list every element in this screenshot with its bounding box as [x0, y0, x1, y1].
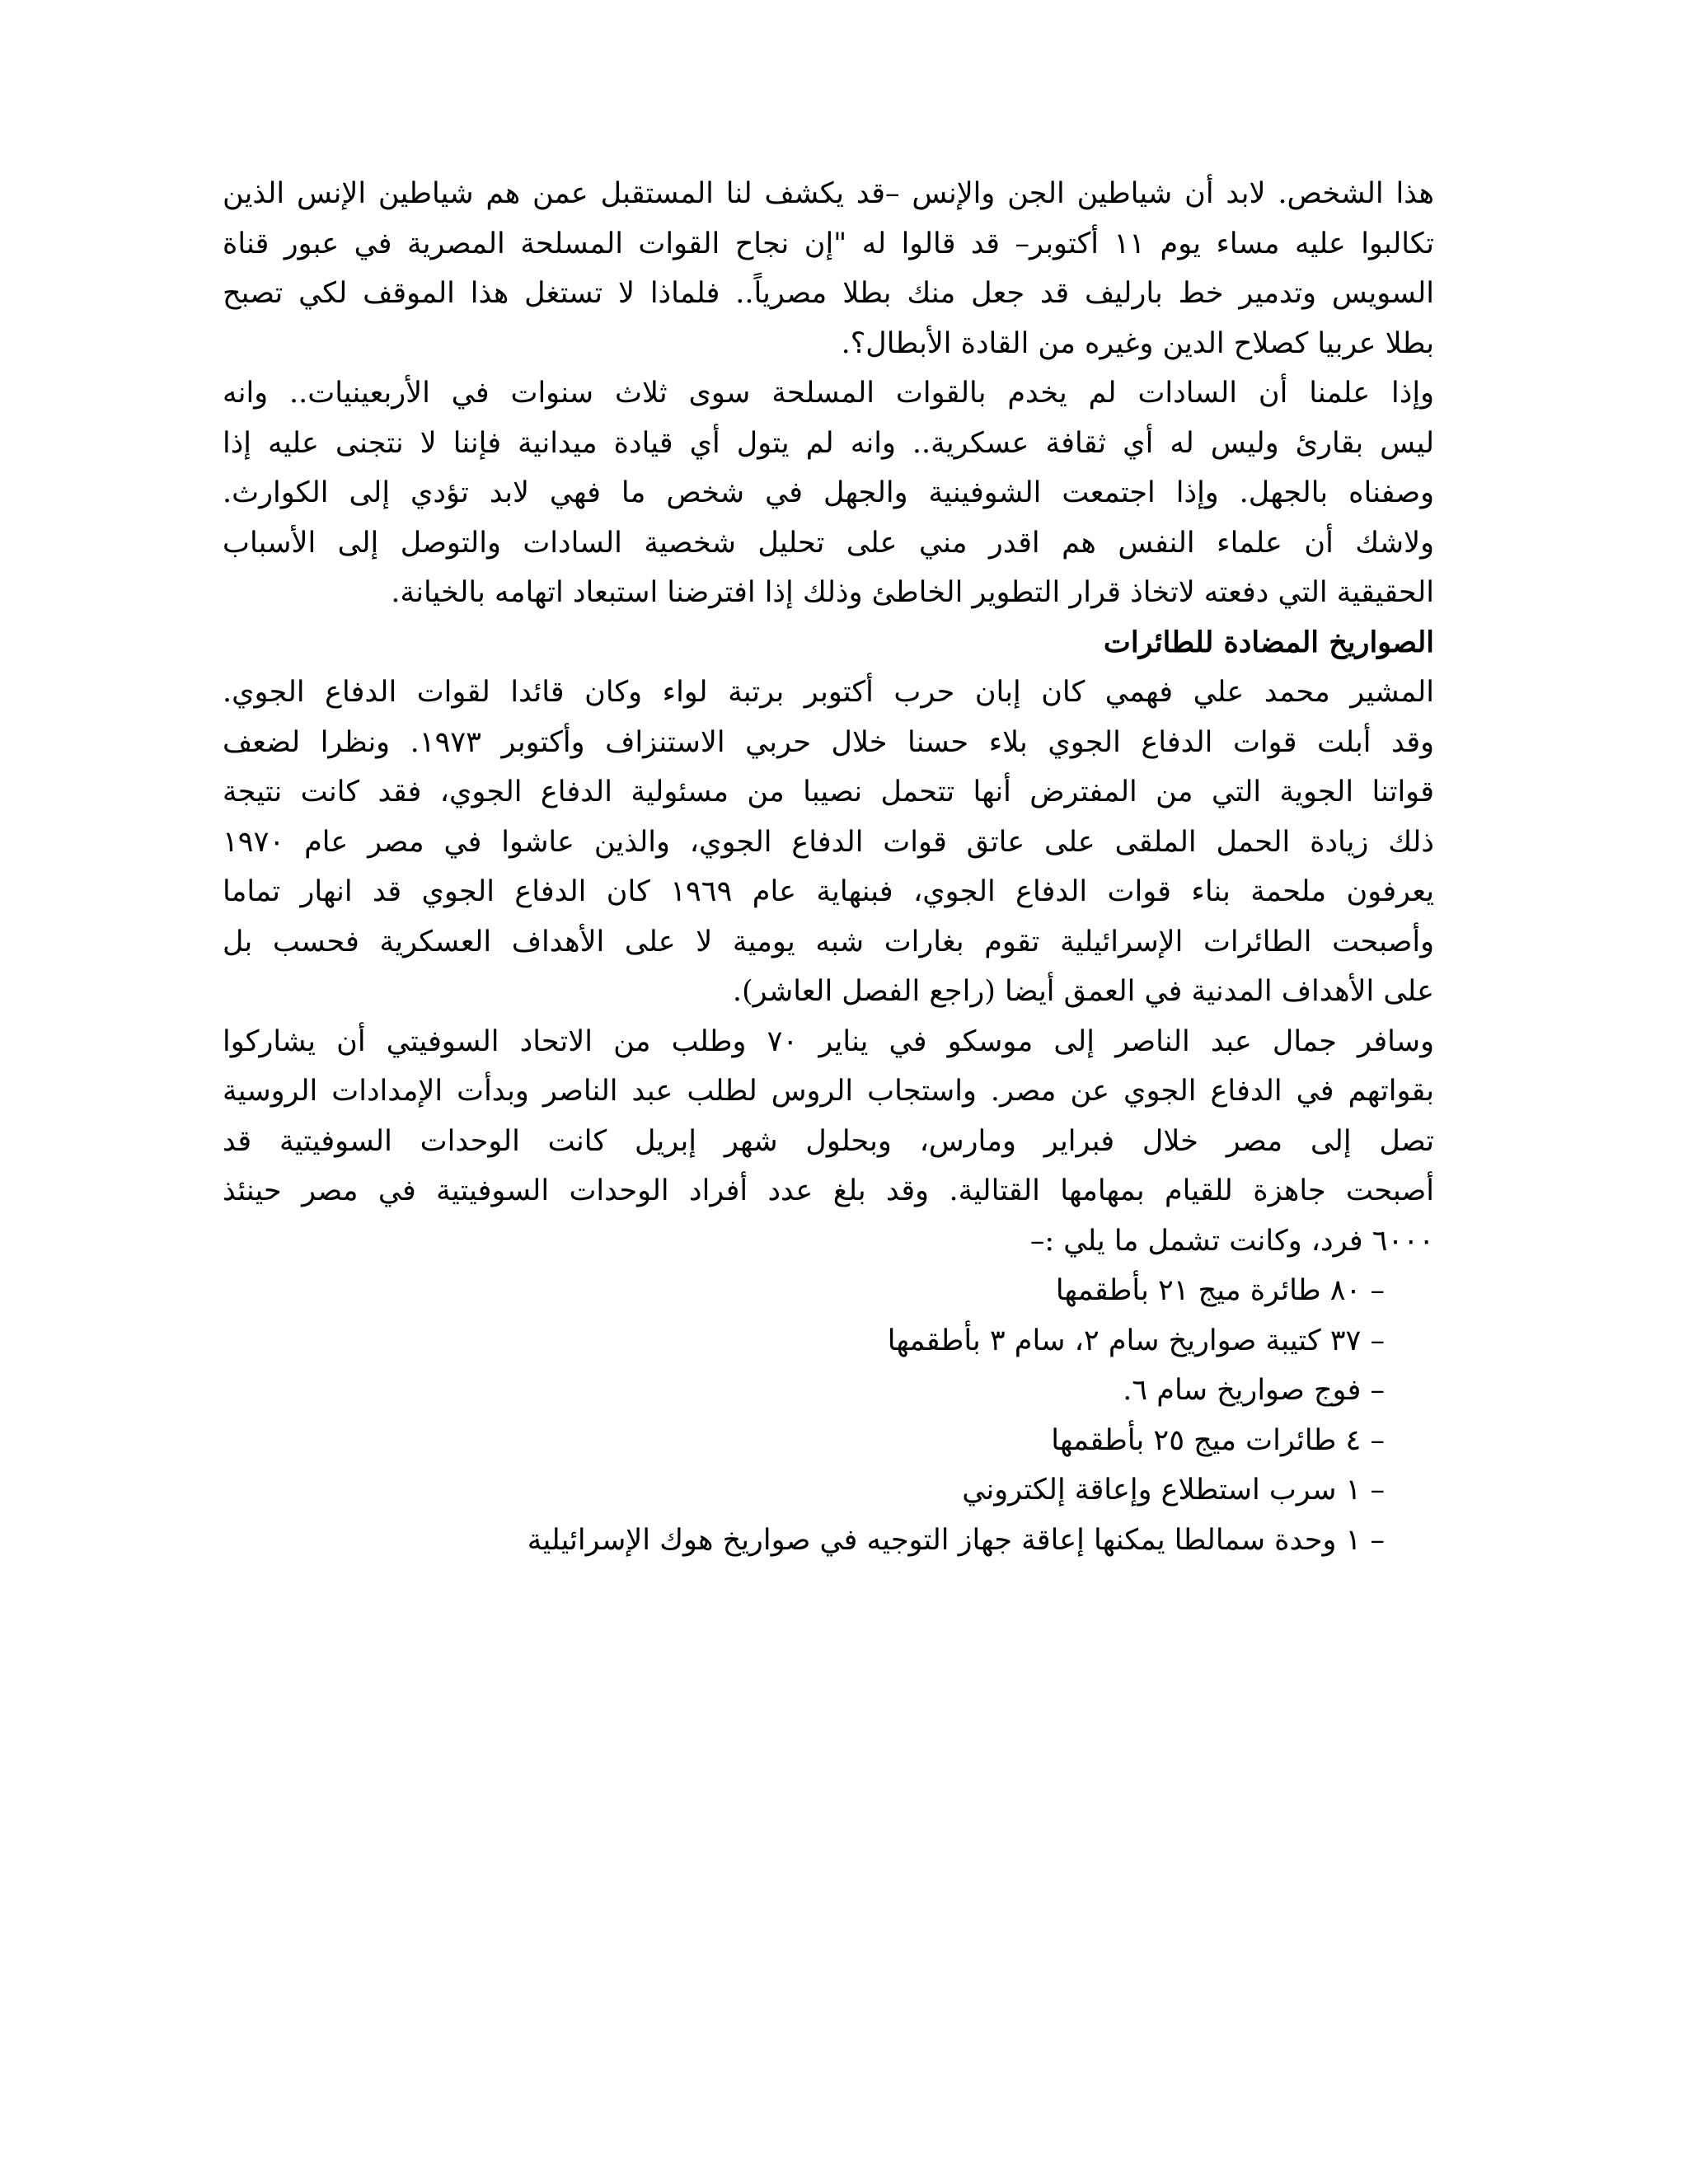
paragraph-line: ولاشك أن علماء النفس هم اقدر مني على تحليل شخصية السادات والتوصل إلى الأسباب [223, 526, 1434, 560]
paragraph-line: وإذا علمنا أن السادات لم يخدم بالقوات المسلحة سوى ثلاث سنوات في الأربعينيات.. وانه [223, 377, 1434, 410]
paragraph-line: تكالبوا عليه مساء يوم ١١ أكتوبر– قد قالوا له "إن نجاح القوات المسلحة المصرية في عبور قناة [223, 227, 1434, 260]
paragraph-line: المشير محمد علي فهمي كان إبان حرب أكتوبر برتبة لواء وكان قائدا لقوات الدفاع الجوي. [223, 676, 1434, 709]
paragraph-2 [223, 368, 1434, 618]
list-item: – ١ سرب استطلاع وإعاقة إلكتروني [962, 1474, 1385, 1507]
paragraph-3 [223, 668, 1434, 1017]
paragraph-line: على الأهداف المدنية في العمق أيضا (راجع الفصل العاشر). [732, 975, 1434, 1008]
paragraph-line: ذلك زيادة الحمل الملقى على عاتق قوات الدفاع الجوي، والذين عاشوا في مصر عام ١٩٧٠ [223, 825, 1434, 859]
list-item: – ٣٧ كتيبة صواريخ سام ٢، سام ٣ بأطقمها [887, 1324, 1385, 1357]
paragraph-line: أصبحت جاهزة للقيام بمهامها القتالية. وقد بلغ عدد أفراد الوحدات السوفيتية في مصر حينئذ [223, 1174, 1434, 1207]
list-item: – ٨٠ طائرة ميج ٢١ بأطقمها [1055, 1274, 1385, 1307]
document-page [223, 169, 1434, 1565]
paragraph-line: وصفناه بالجهل. وإذا اجتمعت الشوفينية والجهل في شخص ما فهي لابد تؤدي إلى الكوارث. [223, 476, 1434, 509]
list-item: – ١ وحدة سمالطا يمكنها إعاقة جهاز التوجيه في صواريخ هوك الإسرائيلية [527, 1523, 1385, 1557]
paragraph-line: بطلا عربيا كصلاح الدين وغيره من القادة الأبطال؟. [841, 326, 1434, 360]
section-heading: الصواريخ المضادة للطائرات [1103, 625, 1434, 659]
paragraph-line: ليس بقارئ وليس له أي ثقافة عسكرية.. وانه لم يتول أي قيادة ميدانية فإننا لا نتجنى عليه إذا [223, 426, 1434, 460]
paragraph-line: الحقيقية التي دفعته لاتخاذ قرار التطوير الخاطئ وذلك إذا افترضنا استبعاد اتهامه بالخيانة. [391, 576, 1434, 609]
paragraph-line: وسافر جمال عبد الناصر إلى موسكو في يناير ٧٠ وطلب من الاتحاد السوفيتي أن يشاركوا [223, 1024, 1434, 1058]
paragraph-line: ٦٠٠٠ فرد، وكانت تشمل ما يلي :– [1029, 1224, 1434, 1258]
paragraph-line: يعرفون ملحمة بناء قوات الدفاع الجوي، فبنهاية عام ١٩٦٩ كان الدفاع الجوي قد انهار تماما [223, 875, 1434, 908]
paragraph-line: وأصبحت الطائرات الإسرائيلية تقوم بغارات شبه يومية لا على الأهداف العسكرية فحسب بل [223, 925, 1434, 958]
paragraph-line: وقد أبلت قوات الدفاع الجوي بلاء حسنا خلال حربي الاستنزاف وأكتوبر ١٩٧٣. ونظرا لضعف [223, 725, 1434, 759]
paragraph-line: هذا الشخص. لابد أن شياطين الجن والإنس –قد يكشف لنا المستقبل عمن هم شياطين الإنس الذين [223, 177, 1434, 210]
paragraph-4 [223, 1017, 1434, 1267]
list-item: – فوج صواريخ سام ٦. [1123, 1374, 1385, 1407]
units-list [223, 1266, 1434, 1565]
list-item: – ٤ طائرات ميج ٢٥ بأطقمها [1051, 1423, 1385, 1457]
paragraph-line: تصل إلى مصر خلال فبراير ومارس، وبحلول شهر إبريل كانت الوحدات السوفيتية قد [223, 1124, 1434, 1158]
paragraph-line: قواتنا الجوية التي من المفترض أنها تتحمل نصيبا من مسئولية الدفاع الجوي، فقد كانت نتيجة [223, 776, 1434, 808]
paragraph-1 [223, 169, 1434, 368]
paragraph-line: السويس وتدمير خط بارليف قد جعل منك بطلا مصرياً.. فلماذا لا تستغل هذا الموقف لكي تصبح [223, 277, 1434, 310]
paragraph-line: بقواتهم في الدفاع الجوي عن مصر. واستجاب الروس لطلب عبد الناصر وبدأت الإمدادات الروسية [223, 1075, 1434, 1108]
